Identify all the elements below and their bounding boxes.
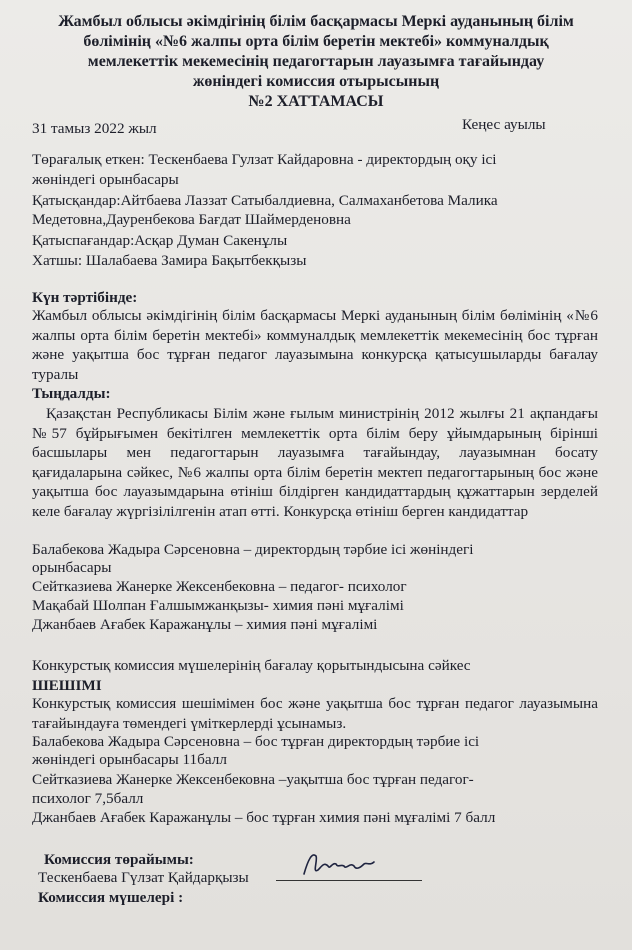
candidate-line: Сейтказиева Жанерке Жексенбековна – педагог- психолог (32, 578, 407, 595)
chair-line: Төрағалық еткен: Тескенбаева Гулзат Кайдаровна - директордың оқу ісі (32, 151, 497, 168)
decision-item: жөніндегі орынбасары 11балл (32, 751, 227, 768)
meeting-place: Кеңес ауылы (462, 116, 546, 133)
decision-item: психолог 7,5балл (32, 790, 144, 807)
document-title (20, 12, 612, 112)
attendees-line-2: Медетовна,Дауренбекова Бағдат Шаймерденовна (32, 211, 351, 228)
decision-item: Джанбаев Ағабек Каражанұлы – бос тұрған химия пәні мұғалімі 7 балл (32, 809, 496, 826)
candidate-line: Джанбаев Ағабек Каражанұлы – химия пәні мұғалімі (32, 616, 378, 633)
heard-text: Қазақстан Республикасы Білім және ғылым министрінің 2012 жылғы 21 ақпандағы №57 бұйрығымен бекітілген мемлекеттік орта білім беру ұйымдарының бірінші басшылары мен педагогтарын лауазымға тағайындау, лауазымнан босату қағидаларына сәйкес, №6 жалпы орта білім беретін мектеп педагогтарының бос және уақытша бос лауазымдарына өтініш білдірген кандидаттардың құжаттарын зерделей келе бағалау жүргізілілгенін атап өтті. Конкурсқа өтініш берген кандидаттар (32, 405, 598, 520)
secretary-line: Хатшы: Шалабаева Замира Бақытбекқызы (32, 252, 307, 269)
title-line: Жамбыл облысы әкімдігінің білім басқармасы Меркі ауданының білім (58, 13, 574, 30)
candidate-line: орынбасары (32, 559, 112, 576)
absent-line: Қатыспағандар:Асқар Думан Сакенұлы (32, 232, 288, 249)
title-line: мемлекеттік мекемесінің педагогтарын лауазымға тағайындау (87, 53, 545, 70)
candidate-line: Балабекова Жадыра Сәрсеновна – директордың тәрбие ісі жөніндегі (32, 541, 474, 558)
decision-text: Конкурстық комиссия шешімімен бос және уақытша бос тұрған педагог лауазымына тағайындауға төмендегі үміткерлерді ұсынамыз. (32, 695, 598, 732)
decision-intro: Конкурстық комиссия мүшелерінің бағалау қорытындысына сәйкес (32, 657, 471, 674)
candidate-line: Мақабай Шолпан Ғалшымжанқызы- химия пәні мұғалімі (32, 597, 404, 614)
commission-chair-name: Тескенбаева Гүлзат Қайдарқызы (38, 869, 249, 886)
title-line: жөніндегі комиссия отырысының (192, 73, 440, 90)
heard-heading: Тыңдалды: (32, 385, 111, 402)
meeting-date: 31 тамыз 2022 жыл (32, 120, 157, 137)
attendees-line: Қатысқандар:Айтбаева Лаззат Сатыбалдиевна, Салмаханбетова Малика (32, 192, 498, 209)
commission-chair-heading: Комиссия төрайымы: (44, 851, 194, 868)
commission-members-heading: Комиссия мүшелері : (38, 889, 184, 906)
decision-item: Сейтказиева Жанерке Жексенбековна –уақытша бос тұрған педагог- (32, 771, 474, 788)
agenda-heading: Күн тәртібінде: (32, 289, 138, 306)
protocol-number: №2 ХАТТАМАСЫ (248, 93, 384, 110)
agenda-text: Жамбыл облысы әкімдігінің білім басқармасы Меркі ауданының білім бөлімінің «№6 жалпы орта білім беретін мектебі» коммуналдық мемлекеттік мекемесінің бос тұрған және уақытша бос тұрған педагог лауазымына конкурсқа қатысушыларды бағалау туралы (32, 307, 598, 383)
signature-icon (300, 848, 380, 882)
title-line: бөлімінің «№6 жалпы орта білім беретін мектебі» коммуналдық (83, 33, 549, 50)
chair-line-2: жөніндегі орынбасары (32, 171, 179, 188)
decision-item: Балабекова Жадыра Сәрсеновна – бос тұрған директордың тәрбие ісі (32, 733, 480, 750)
decision-heading: ШЕШІМІ (32, 677, 102, 694)
